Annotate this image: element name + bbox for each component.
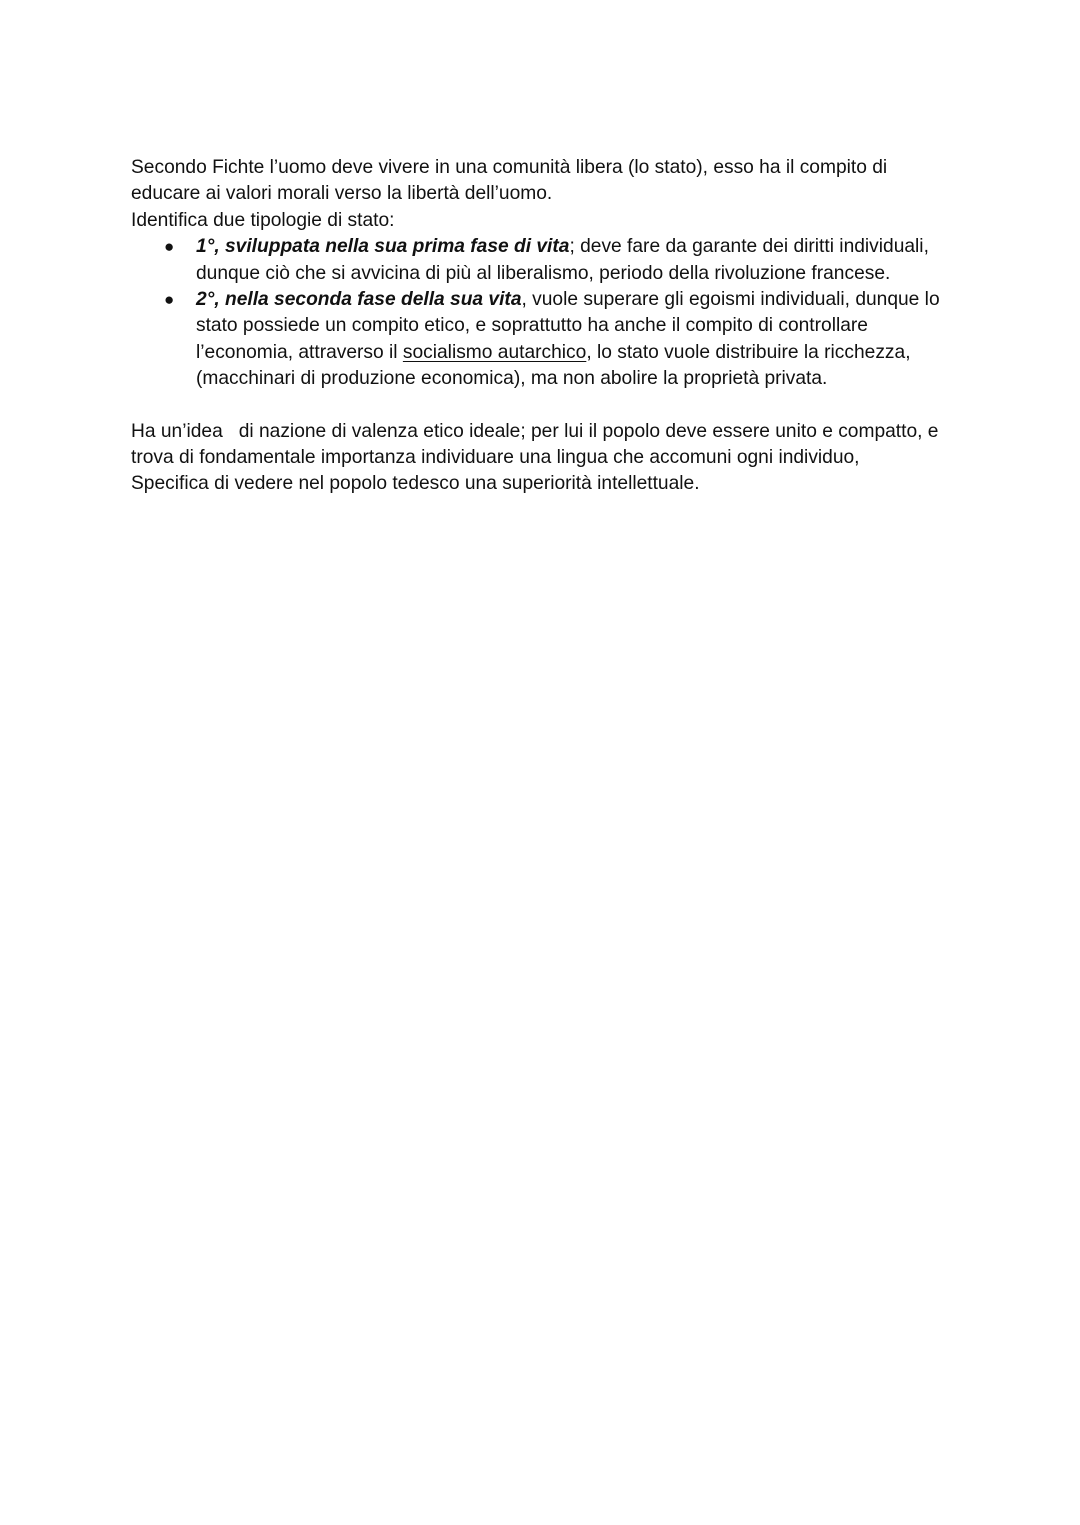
item-text: , lo stato vuole distribuire la ricchezza, (macchinari di produzione economica), ma non abolire la proprietà privata. <box>196 341 911 390</box>
bullet-icon: ● <box>164 290 175 310</box>
item-emphasis: 1°, sviluppata nella sua prima fase di vita <box>196 236 570 258</box>
paragraph-spacer <box>131 393 961 419</box>
item-text: ; deve fare da garante dei diritti individuali, dunque ciò che si avvicina di più al liberalismo, periodo della rivoluzione francese. <box>196 236 929 284</box>
superiority-paragraph: Specifica di vedere nel popolo tedesco una superiorità intellettuale. <box>131 473 700 495</box>
document-page <box>131 155 961 498</box>
list-item <box>131 234 961 287</box>
intro-paragraph: Secondo Fichte l’uomo deve vivere in una comunità libera (lo stato), esso ha il compito di educare ai valori morali verso la libertà dell’uomo. <box>131 157 888 205</box>
intro-types-line: Identifica due tipologie di stato: <box>131 209 395 231</box>
state-types-list <box>131 234 961 392</box>
nation-paragraph: Ha un’idea di nazione di valenza etico ideale; per lui il popolo deve essere unito e compatto, e trova di fondamentale importanza individuare una lingua che accomuni ogni individuo, <box>131 420 944 469</box>
list-item <box>131 287 961 393</box>
item-emphasis: 2°, nella seconda fase della sua vita <box>196 289 522 311</box>
underlined-term: socialismo autarchico <box>402 341 587 363</box>
bullet-icon: ● <box>164 237 175 257</box>
item-text: , vuole superare gli egoismi individuali, dunque lo stato possiede un compito etico, e soprattutto ha anche il compito di controllare l’economia, attraverso il <box>196 289 940 363</box>
